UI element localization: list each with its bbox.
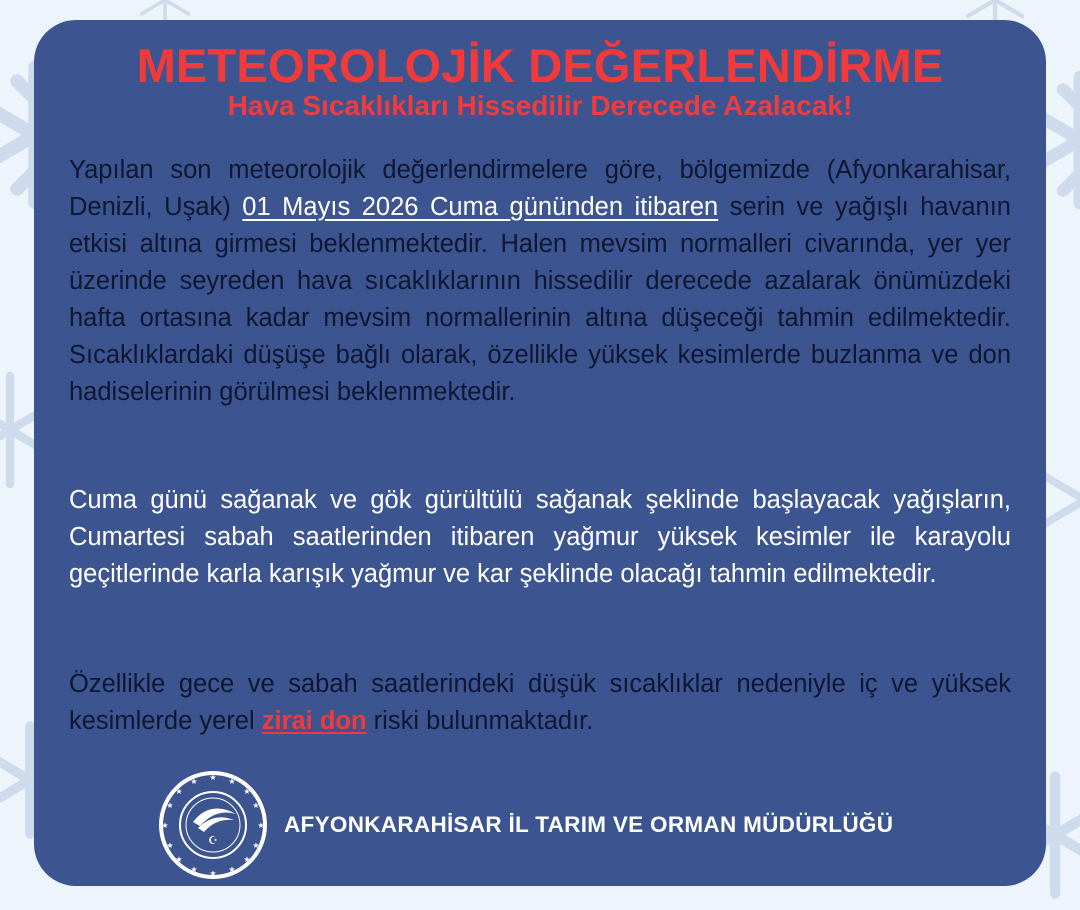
svg-text:★: ★ (175, 855, 183, 864)
paragraph-text: Yapılan son meteorolojik değerlendirmelere göre, bölgemizde (Afyonkarahisar, Denizli, Uşak) (69, 156, 1011, 221)
svg-text:★: ★ (228, 865, 236, 874)
svg-text:★: ★ (209, 869, 217, 878)
svg-text:★: ★ (166, 841, 174, 850)
svg-text:★: ★ (166, 801, 174, 810)
paragraph-text: Özellikle gece ve sabah saatlerindeki düşük sıcaklıklar nedeniyle iç ve yüksek kesimlerde yerel (69, 670, 1011, 735)
svg-text:★: ★ (243, 855, 251, 864)
svg-text:★: ★ (209, 773, 217, 782)
svg-text:★: ★ (190, 865, 198, 874)
svg-text:★: ★ (243, 787, 251, 796)
svg-text:★: ★ (190, 777, 198, 786)
svg-text:★: ★ (175, 787, 183, 796)
organization-name: AFYONKARAHİSAR İL TARIM VE ORMAN MÜDÜRLÜĞÜ (284, 812, 894, 837)
paragraph-forecast (69, 152, 1011, 411)
page-title: METEOROLOJİK DEĞERLENDİRME (136, 39, 944, 92)
announcement-card (34, 20, 1046, 886)
paragraph-precipitation (69, 482, 1011, 593)
paragraph-text: riski bulunmaktadır. (366, 707, 594, 735)
svg-text:☪: ☪ (208, 835, 218, 847)
page-subtitle: Hava Sıcaklıkları Hissedilir Derecede Azalacak! (227, 90, 853, 121)
paragraph-text: serin ve yağışlı havanın etkisi altına girmesi beklenmektedir. Halen mevsim normalleri civarında, yer yer üzerinde seyreden hava sıcaklıklarının hissedilir derecede azalarak önümüzdeki hafta ortasına kadar mevsim normallerinin altına düşeceği tahmin edilmektedir. Sıcaklıklardaki düşüşe bağlı olarak, özellikle yüksek kesimlerde buzlanma ve don hadiselerinin görülmesi beklenmektedir. (69, 193, 1011, 406)
highlighted-date: 01 Mayıs 2026 Cuma gününden itibaren (242, 193, 719, 221)
highlighted-risk: zirai don (261, 707, 367, 735)
ministry-seal-icon (158, 770, 268, 880)
svg-text:★: ★ (252, 841, 260, 850)
svg-text:★: ★ (228, 777, 236, 786)
paragraph-frost-risk (69, 666, 1011, 740)
svg-text:★: ★ (161, 821, 169, 830)
svg-text:★: ★ (252, 801, 260, 810)
svg-text:★: ★ (257, 821, 265, 830)
paragraph-text: Cuma günü sağanak ve gök gürültülü sağanak şeklinde başlayacak yağışların, Cumartesi sabah saatlerinden itibaren yağmur yüksek kesimler ile karayolu geçitlerinde karla karışık yağmur ve kar şeklinde olacağı tahmin edilmektedir. (69, 486, 1011, 588)
